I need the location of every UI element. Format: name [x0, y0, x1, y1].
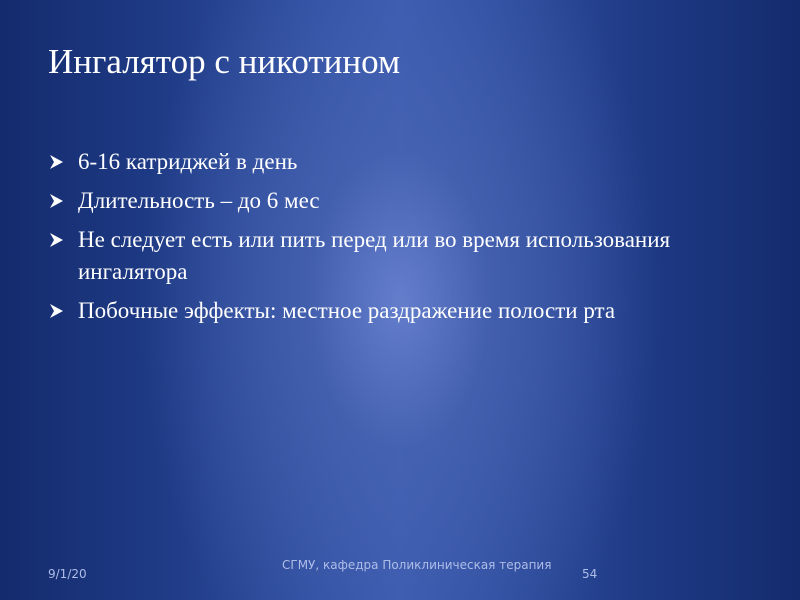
bullet-text: 6-16 катриджей в день — [78, 149, 298, 174]
arrow-bullet-icon — [48, 193, 64, 209]
footer-date: 9/1/20 — [48, 567, 87, 581]
arrow-bullet-icon — [48, 303, 64, 319]
arrow-bullet-icon — [48, 232, 64, 248]
bullet-item — [46, 224, 746, 288]
bullet-item — [46, 295, 746, 327]
slide-title: Ингалятор с никотином — [48, 42, 401, 81]
bullet-list — [46, 146, 746, 334]
bullet-item — [46, 146, 746, 178]
bullet-text: Побочные эффекты: местное раздражение полости рта — [78, 298, 616, 323]
bullet-text: Не следует есть или пить перед или во время использования ингалятора — [78, 227, 671, 284]
arrow-bullet-icon — [48, 154, 64, 170]
bullet-text: Длительность – до 6 мес — [78, 188, 320, 213]
footer-organization: СГМУ, кафедра Поликлиническая терапия — [282, 558, 552, 572]
slide-number: 54 — [582, 567, 598, 581]
bullet-item — [46, 185, 746, 217]
